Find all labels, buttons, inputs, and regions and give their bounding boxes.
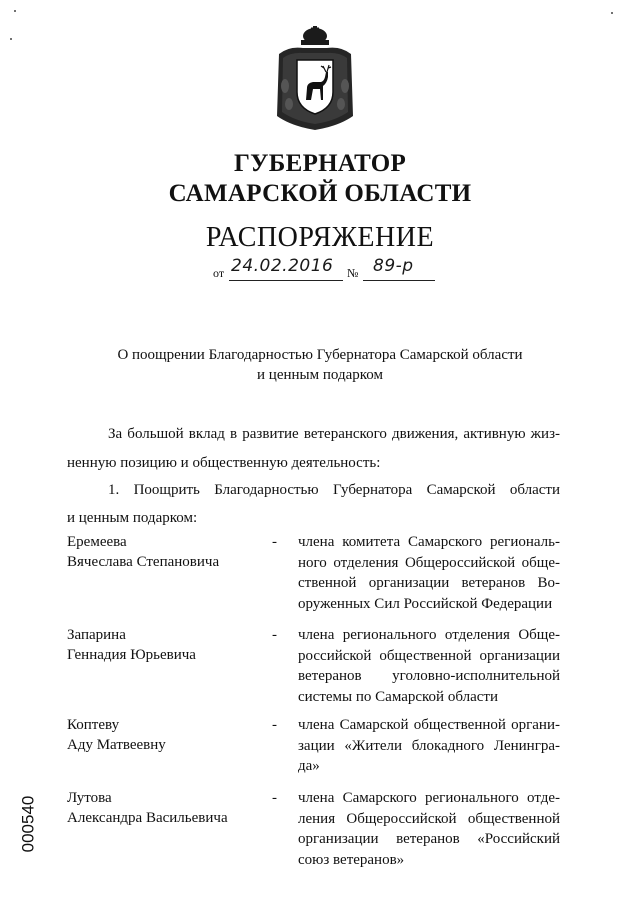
recipient-dash: - (272, 717, 277, 733)
recipient-description (298, 788, 560, 870)
intro-line1: За большой вклад в развитие ветеранского движения, активную жиз- (108, 426, 560, 442)
recipient-description (298, 532, 560, 614)
issuer-title-line1: ГУБЕРНАТОР (233, 150, 407, 177)
document-type-title: РАСПОРЯЖЕНИЕ (205, 222, 435, 253)
description-line: союз ветеранов» (298, 851, 405, 868)
scan-speck (14, 10, 16, 12)
scan-speck (611, 12, 613, 14)
description-line: системы по Самарской области (298, 688, 498, 705)
item1-line1: 1. Поощрить Благодарностью Губернатора Самарской области (108, 482, 560, 498)
recipient-surname: Запарина (67, 627, 126, 643)
recipient-dash: - (272, 790, 277, 806)
number-prefix-label: № (347, 266, 359, 280)
recipient-surname: Коптеву (67, 717, 120, 733)
recipient-given-names: Геннадия Юрьевича (67, 647, 196, 663)
description-line: организации ветеранов «Российский (298, 831, 560, 847)
issuer-title-line2: САМАРСКОЙ ОБЛАСТИ (168, 180, 472, 207)
recipient-name (67, 788, 267, 828)
recipient-name (67, 532, 267, 572)
recipient-name (67, 715, 267, 755)
subject-line2: и ценным подарком (257, 367, 383, 383)
serial-number-stamp (18, 788, 78, 858)
description-line: ления Общероссийской общественной (298, 810, 560, 827)
description-line: члена комитета Самарского региональ- (298, 534, 560, 550)
intro-line2: ненную позицию и общественную деятельность: (67, 455, 381, 471)
item1-line2: и ценным подарком: (67, 510, 198, 526)
recipient-name (67, 625, 267, 665)
description-line: да» (298, 758, 320, 774)
recipient-description (298, 625, 560, 707)
description-line: оруженных Сил Российской Федерации (298, 595, 553, 612)
recipient-surname: Лутова (67, 790, 112, 806)
handwritten-number: 89-р (373, 256, 414, 276)
recipient-description (298, 715, 560, 777)
recipient-given-names: Вячеслава Степановича (67, 554, 220, 570)
recipient-dash: - (272, 627, 277, 643)
subject-line1: О поощрении Благодарностью Губернатора Самарской области (117, 347, 523, 363)
description-line: зации «Жители блокадного Ленингра- (298, 737, 560, 754)
date-underline (229, 280, 343, 281)
recipient-surname: Еремеева (67, 534, 127, 550)
recipient-dash: - (272, 534, 277, 550)
date-prefix-label: от (213, 266, 225, 280)
description-line: члена Самарского регионального отде- (298, 790, 560, 806)
serial-number-text: 000540 (18, 795, 38, 853)
description-line: члена Самарской общественной органи- (298, 717, 560, 733)
document-subject (0, 345, 640, 385)
description-line: ветеранов уголовно-исполнительной (298, 668, 560, 684)
description-line: ного отделения Общероссийской обще- (298, 554, 560, 571)
number-underline (363, 280, 435, 281)
handwritten-date: 24.02.2016 (231, 256, 334, 276)
date-number-line (213, 256, 443, 286)
coat-of-arms-emblem (269, 26, 361, 132)
recipient-given-names: Александра Васильевича (67, 810, 228, 826)
scan-speck (10, 38, 12, 40)
description-line: ственной организации ветеранов Во- (298, 575, 560, 591)
description-line: российской общественной организации (298, 647, 560, 664)
description-line: члена регионального отделения Обще- (298, 627, 560, 643)
recipient-given-names: Аду Матвеевну (67, 737, 166, 753)
